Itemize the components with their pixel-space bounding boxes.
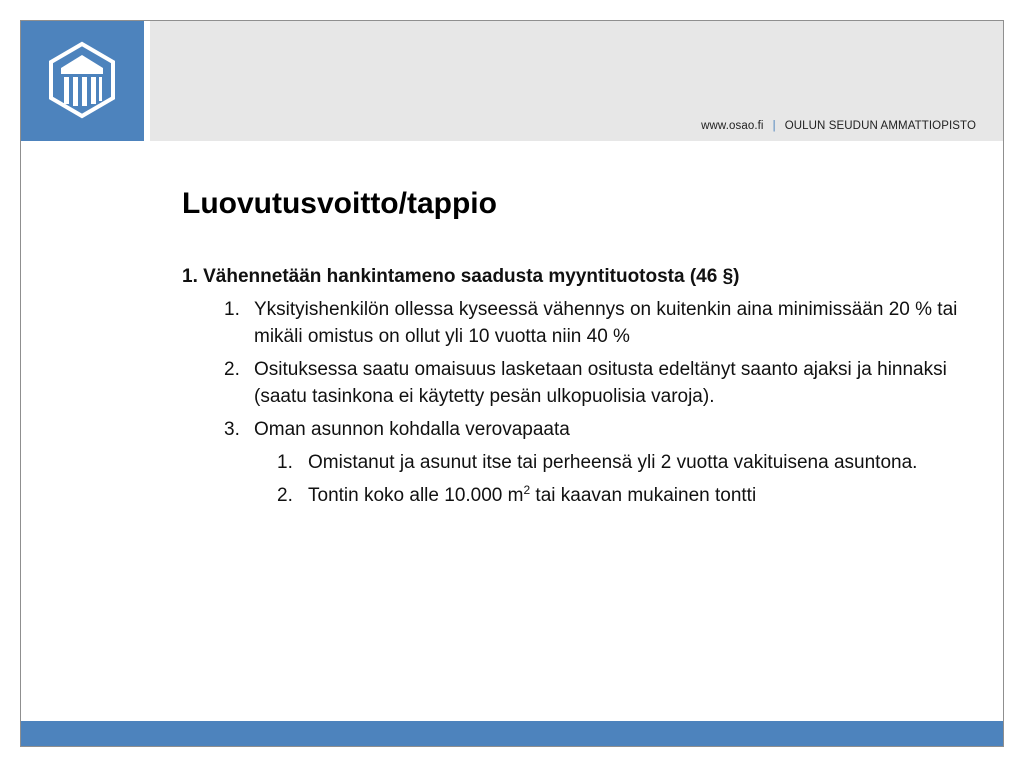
list-text: Yksityishenkilön ollessa kyseessä vähennys on kuitenkin aina minimissään 20 % tai mikäli omistus on ollut yli 10 vuotta niin 40 % xyxy=(254,299,958,347)
list-text-part: Tontin koko alle 10.000 m xyxy=(308,485,524,506)
slide xyxy=(20,20,1004,747)
slide-title: Luovutusvoitto/tappio xyxy=(182,187,497,220)
header-band xyxy=(150,21,1003,141)
list-text: Osituksessa saatu omaisuus lasketaan ositusta edeltänyt saanto ajaksi ja hinnaksi (saatu tasinkona ei käytetty pesän ulkopuolisia varoja). xyxy=(254,359,947,407)
website-link[interactable]: www.osao.fi xyxy=(701,120,764,132)
organization-name: OULUN SEUDUN AMMATTIOPISTO xyxy=(784,120,976,132)
superscript: 2 xyxy=(523,483,531,497)
list-number: 1. xyxy=(224,299,240,320)
list-number: 2. xyxy=(224,359,240,380)
list-item xyxy=(182,296,982,350)
list-number: 1. xyxy=(277,452,293,473)
list-item xyxy=(182,356,982,410)
list-text-part: tai kaavan mukainen tontti xyxy=(530,485,757,506)
building-columns-icon xyxy=(47,41,117,119)
list-text: Oman asunnon kohdalla verovapaata xyxy=(254,419,570,440)
sub-list-item xyxy=(182,482,982,509)
header-links xyxy=(701,120,976,132)
list-text: Omistanut ja asunut itse tai perheensä yli 2 vuotta vakituisena asuntona. xyxy=(308,452,918,473)
list-number: 2. xyxy=(277,485,293,506)
main-point: 1. Vähennetään hankintameno saadusta myyntituotosta (46 §) xyxy=(182,266,740,287)
slide-content xyxy=(182,263,982,509)
list-item xyxy=(182,416,982,443)
list-number: 3. xyxy=(224,419,240,440)
sub-list-item xyxy=(182,449,982,476)
footer-band xyxy=(21,721,1003,746)
logo-panel xyxy=(21,21,144,141)
list-text xyxy=(308,482,982,509)
header-separator: | xyxy=(772,120,776,132)
